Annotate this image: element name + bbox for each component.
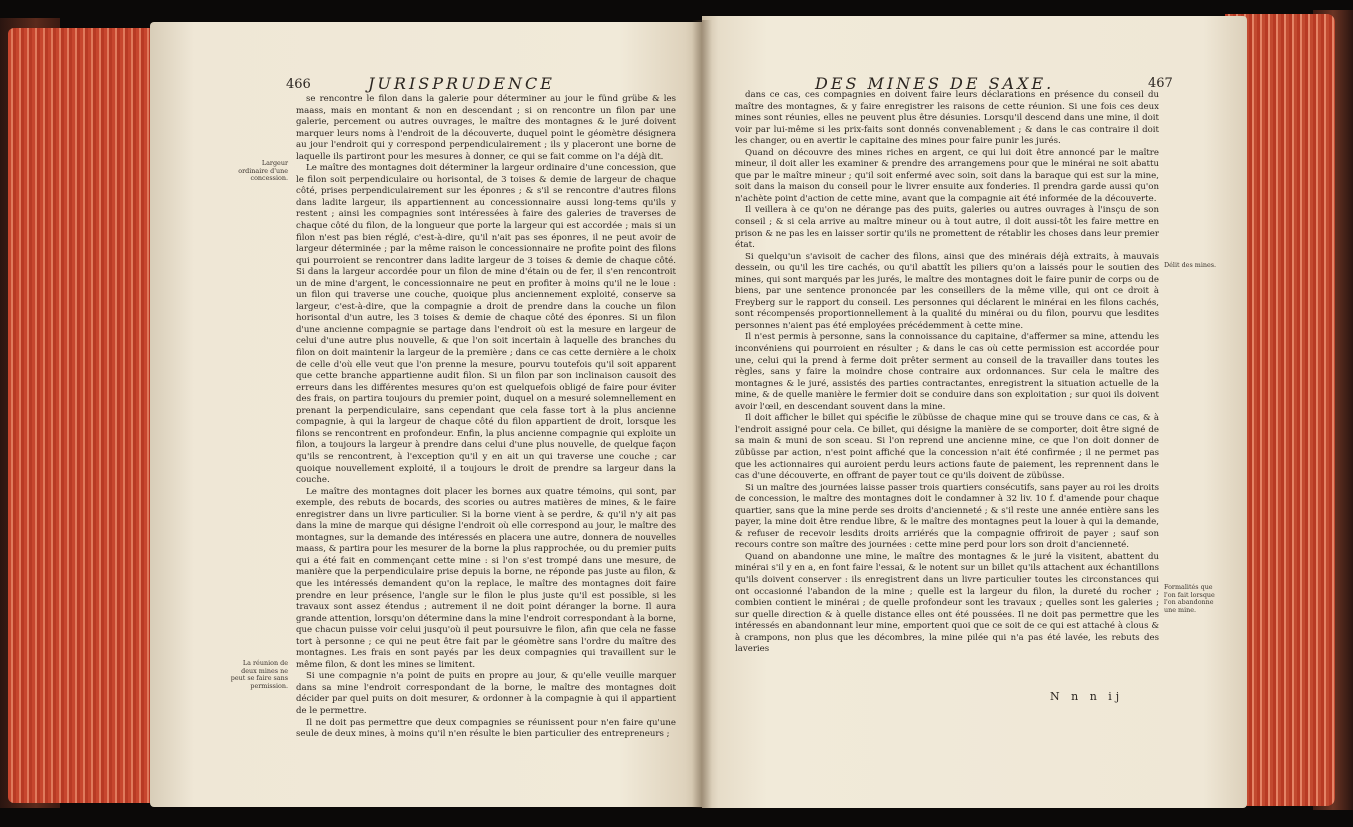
paragraph: Le maître des montagnes doit placer les bornes aux quatre témoins, qui sont, par exemple, des rebuts de bocards, des scories ou autres matières de mines, & le faire enregistrer dans un livre particulier. Si la borne vient à se perdre, & qu'il n'y ait pas dans la mine de marque qui désigne l'endroit où elle correspond au jour, le maître des montagnes, sur la demande des intéressés en placera une autre, donnera de nouvelles maass, & partira pour les mesurer de la borne la plus rapprochée, ou du premier puits qui a été fait en commençant cette mine : si l'on s'est trompé dans une mesure, de manière que la perpendiculaire prise depuis la borne, ne réponde pas juste au filon, & que les intéressés demandent qu'on la replace, le maître des montagnes doit faire prendre en leur présence, l'angle sur le filon le plus juste qu'il est possible, si les travaux sont assez étendus ; autrement il ne doit point déranger la borne. Il aura grande attention, lorsqu'on détermine dans la mine l'endroit correspondant à la borne, que chacun puisse voir celui jusqu'où il peut poursuivre le filon, afin que cela ne fasse tort à personne ; ce qui ne peut être fait par le géomètre sans l'ordre du maître des montagnes. Les frais en sont payés par les deux compagnies qui travaillent sur le même filon, & dont les mines se limitent. — [296, 486, 676, 670]
left-running-head: JURISPRUDENCE — [368, 74, 555, 93]
paragraph: Si un maître des journées laisse passer trois quartiers consécutifs, sans payer au roi les droits de concession, le maître des montagnes doit le condamner à 32 liv. 10 f. d'amende pour chaque quartier, sans que la mine perde ses droits d'ancienneté ; & s'il reste une année entière sans les payer, la mine doit être rendue libre, & le maître des montagnes peut la louer à qui la demande, & refuser de recevoir lesdits droits arriérés que la compagnie offriroit de payer ; sauf son recours contre son maître des journées : cette mine perd pour lors son droit d'ancienneté. — [735, 482, 1159, 551]
paragraph: se rencontre le filon dans la galerie pour déterminer au jour le fünd grübe & les maass, mais en montant & non en descendant ; si on rencontre un filon par une galerie, percement ou autres ouvrages, le maître des montagnes & le juré doivent marquer leurs noms à l'endroit de la découverte, duquel point le géomètre désignera au jour l'endroit qui y correspond perpendiculairement ; ils y placeront une borne de laquelle ils partiront pour les mesures à donner, ce qui se fait comme on l'a déjà dit. — [296, 94, 676, 162]
book-gutter — [692, 20, 712, 808]
paragraph: Si une compagnie n'a point de puits en propre au jour, & qu'elle veuille marquer dans sa mine l'endroit correspondant de la borne, le maître des montagnes doit décider par quel puits on doit mesurer, & ordonner à la compagnie à qui il appartient de le permettre. — [296, 671, 676, 716]
left-body-text — [296, 94, 676, 741]
left-page-edges — [8, 28, 168, 803]
paragraph: Il veillera à ce qu'on ne dérange pas des puits, galeries ou autres ouvrages à l'insçu de son conseil ; & si cela arrive au maître mineur ou à tout autre, il doit aussi-tôt les faire mettre en prison & ne pas les en laisser sortir qu'ils ne promettent de rétablir les choses dans leur premier état. — [735, 205, 1159, 251]
paragraph: Il ne doit pas permettre que deux compagnies se réunissent pour n'en faire qu'une seule de deux mines, à moins qu'il n'en résulte le bien particulier des entrepreneurs ; — [296, 717, 676, 740]
paragraph: Le maître des montagnes doit déterminer la largeur ordinaire d'une concession, que le filon soit perpendiculaire ou horisontal, de 3 toises & demie de largeur de chaque côté, prises perpendiculairement sur les éponres ; & s'il se rencontre d'autres filons dans ladite largeur, ils appartiennent au concessionnaire aussi long-tems qu'ils y restent ; ainsi les compagnies sont intéressées à faire des galeries de traverses de chaque côté du filon, de la longueur que porte la largeur qui est accordée ; mais si un filon n'est pas bien réglé, c'est-à-dire, qu'il n'ait pas ses éponres, il ne peut avoir de largeur déterminée ; par la même raison le concessionnaire ne profite point des filons qui pourroient se rencontrer dans ladite largeur de 3 toises & demie de chaque côté. Si dans la largeur accordée pour un filon de mine d'étain ou de fer, il s'en rencontroit un de mine d'argent, le concessionnaire ne peut en profiter à moins qu'il ne le loue : un filon qui traverse une couche, quoique plus anciennement exploité, conserve sa largeur, c'est-à-dire, que la compagnie a droit de prendre dans la couche un filon horisontal d'un autre, les 3 toises & demie de chaque côté des éponres. Si un filon d'une ancienne compagnie se partage dans l'endroit où est la mesure en largeur de celui d'une autre plus nouvelle, & que l'on soit incertain à laquelle des branches du filon on doit maintenir la largeur de la première ; dans ce cas cette dernière a le choix de celle d'où elle veut que l'on prenne la mesure, pourvu toutefois qu'il soit apparent que cette branche appartienne audit filon. Si un filon par son inclinaison causoit des erreurs dans les différentes mesures qu'on est quelquefois obligé de faire pour éviter des frais, on partira toujours du premier point, duquel on a mesuré solemnellement en prenant la perpendiculaire, sans cependant que cela fasse tort à la plus ancienne compagnie, à qui la largeur de chaque côté du filon appartient de droit, lorsque les filons se rencontrent en profondeur. Enfin, la plus ancienne compagnie qui exploite un filon, a toujours la largeur à prendre dans celui d'une plus nouvelle, de quelque façon qu'ils se rencontrent, à l'exception qu'il y en ait un qui traverse une couche ; car quoique nouvellement exploité, il a toujours le droit de prendre sa largeur dans la couche. — [296, 163, 676, 486]
right-page-number: 467 — [1148, 76, 1173, 91]
signature-mark: N n n ij — [1050, 690, 1124, 703]
paragraph: Si quelqu'un s'avisoit de cacher des filons, ainsi que des minérais déjà extraits, à mauvais dessein, ou qu'il les tire cachés, ou qu'il abattît les piliers qu'on a laissés pour le soutien des mines, qui sont marqués par les jurés, le maître des montagnes doit le faire punir de corps ou de biens, par une sentence prononcée par les conseillers de la même ville, qui ont ce droit à Freyberg sur le rapport du conseil. Les personnes qui déclarent le minérai en les filons cachés, sont récompensés proportionnellement à la qualité du minérai ou du filon, pourvu que lesdites personnes n'aient pas été employées précédemment à cette mine. — [735, 251, 1159, 331]
right-margin-note: Formalités que l'on fait lorsque l'on abandonne une mine. — [1164, 583, 1215, 614]
paragraph: Quand on découvre des mines riches en argent, ce qui lui doit être annoncé par le maître mineur, il doit aller les examiner & prendre des arrangemens pour que le minérai ne soit abattu que par le maître mineur ; qu'il soit enfermé avec soin, soit dans la baraque qui est sur la mine, soit dans la maison du conseil pour le livrer ensuite aux fonderies. Il prendra garde aussi qu'on n'achète point d'action de cette mine, avant que la compagnie ait été informée de la découverte. — [735, 147, 1159, 204]
paragraph: Il n'est permis à personne, sans la connoissance du capitaine, d'affermer sa mine, attendu les inconvéniens qui pourroient en résulter ; & dans le cas où cette permission est accordée pour une, celui qui la prend à ferme doit prêter serment au conseil de la travailler dans toutes les règles, sans y faire la moindre chose contraire aux ordonnances. Sur cela le maître des montagnes & le juré, assistés des parties contractantes, enregistrent la situation actuelle de la mine, & de quelle manière le fermier doit se conduire dans son exploitation ; sur quoi ils doivent avoir l'œil, en descendant souvent dans la mine. — [735, 332, 1159, 412]
left-page-number: 466 — [286, 77, 311, 92]
right-running-head: DES MINES DE SAXE. — [815, 74, 1055, 93]
paragraph: Il doit afficher le billet qui spécifie le zübüsse de chaque mine qui se trouve dans ce cas, & à l'endroit assigné pour cela. Ce billet, qui désigne la manière de se comporter, doit être signé de sa main & muni de son sceau. Si l'on reprend une ancienne mine, ce que l'on doit donner de zübüsse par action, n'est point affiché que la concession n'ait été confirmée ; il ne permet pas que les actionnaires qui auroient perdu leurs actions faute de paiement, les reprennent dans le cas d'une découverte, en offrant de payer tout ce qu'ils doivent de zübüsse. — [735, 413, 1159, 482]
paragraph: Quand on abandonne une mine, le maître des montagnes & le juré la visitent, abattent du minérai s'il y en a, en font faire l'essai, & le notent sur un billet qu'ils attachent aux échantillons qu'ils doivent conserver : ils enregistrent dans un livre particulier toutes les circonstances qui ont occasionné l'abandon de la mine ; quelle est la largeur du filon, la dureté du rocher ; combien contient le minérai ; de quelle profondeur sont les travaux ; quelles sont les galeries ; sur quelle direction & à quelle distance elles ont été poussées. Il ne doit pas permettre que les intéressés en abandonnant leur mine, emportent quoi que ce soit de ce qui est attaché à clous & à crampons, non plus que les décombres, la mine pilée qui n'a pas été lavée, les rebuts des laveries — [735, 551, 1159, 655]
paragraph: dans ce cas, ces compagnies en doivent faire leurs déclarations en présence du conseil du maître des montagnes, & y faire enregistrer les raisons de cette réunion. Si une fois ces deux mines sont réunies, elles ne peuvent plus être désunies. Lorsqu'il descend dans une mine, il doit voir par lui-même si les prix-faits sont donnés convenablement ; & dans le cas contraire il doit les changer, ou en avertir le capitaine des mines pour faire punir les jurés. — [735, 90, 1159, 147]
right-body-text — [735, 90, 1159, 656]
right-margin-note: Délit des mines. — [1164, 261, 1217, 269]
left-margin-note: Largeur ordinaire d'une concession. — [238, 159, 288, 183]
left-margin-note: La réunion de deux mines ne peut se faire sans permission. — [230, 659, 288, 690]
